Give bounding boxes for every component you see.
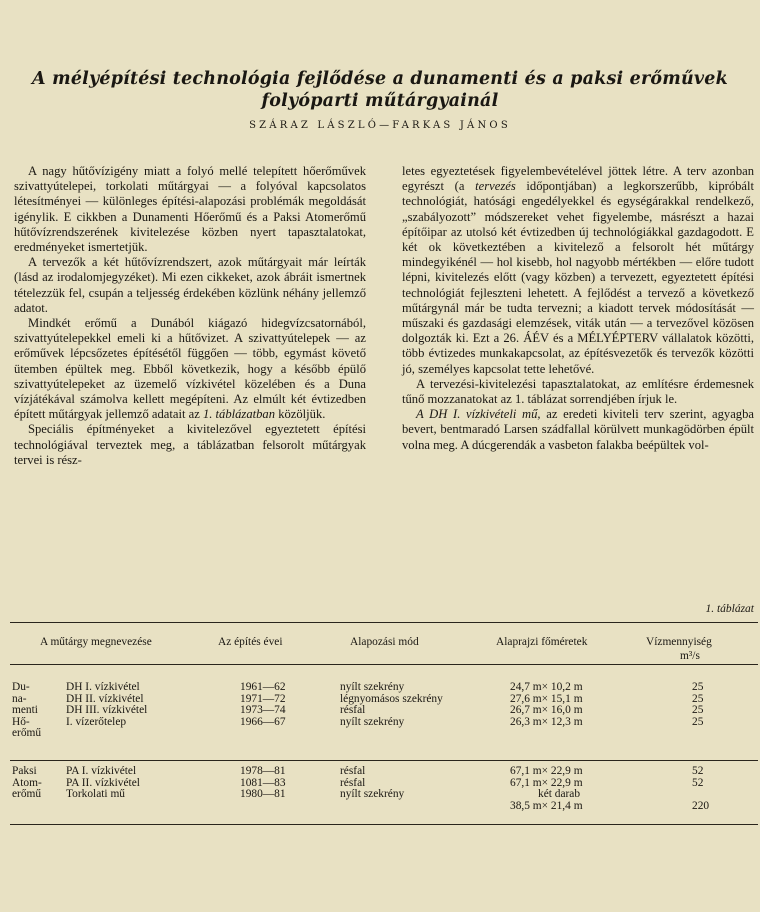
header-name: A műtárgy megnevezése — [40, 636, 152, 648]
table-cell-dimensions: 27,6 m× 15,1 m — [510, 692, 583, 705]
title-line-2: folyóparti műtárgyainál — [261, 91, 499, 111]
table-cell-dimensions: 67,1 m× 22,9 m — [510, 765, 583, 777]
table-cell-water: 52 — [692, 765, 704, 777]
table-cell-dimensions: 38,5 m× 21,4 m — [510, 799, 583, 812]
table-cell-water: 220 — [692, 799, 710, 812]
table-reference: 1. táblázatban — [202, 407, 276, 422]
header-foundation: Alapozási mód — [350, 636, 419, 648]
table-cell-foundation: résfal — [340, 765, 366, 777]
table-cell-name: DH III. vízkivétel — [66, 704, 148, 717]
paragraph — [402, 164, 754, 377]
table-cell-name: PA I. vízkivétel — [66, 765, 137, 777]
table-cell-foundation: résfal — [340, 704, 366, 717]
table-cell-name: I. vízerőtelep — [66, 715, 127, 728]
plant-label: Paksi Atom- erőmű — [12, 765, 42, 801]
italic-heading: A DH I. vízkivételi mű, — [416, 407, 541, 422]
table-cell-years: 1966—67 — [240, 715, 286, 728]
table-cell-foundation: nyílt szekrény — [340, 788, 405, 801]
paragraph-text: Mindkét erőmű a Dunából kiágazó hidegvízcsatornából, szivattyútelepekkel emeli ki a hűtővizet. A szivattyútelepek — az erőművek lépcsőzetes építésétől függően — több, egymást követő ütemben épültek meg. Ebből következik, hogy a később épülő szivattyútelepeket az üzemelő vízkivétel közelében és a Duna vízjátékával számolva kellett megépíteni. Az elmúlt két évtizedben épített műtárgyak jellemző adatait az — [14, 316, 366, 422]
plant-label: Du- na- menti Hő- erőmű — [12, 681, 42, 740]
table-cell-years: 1081—83 — [240, 776, 286, 789]
paragraph-text: az eredeti kiviteli terv szerint, agyagba bevert, bentmaradó Larsen szádfallal körülvett munkagödörben épült volna meg. A dúcgerendák a vasbeton falakba beépültek vol- — [402, 407, 754, 452]
paragraph: A tervezési-kivitelezési tapasztalatokat, az említésre érdemesnek tűnő mozzanatokat az 1. táblázat sorrendjében írjuk le. — [402, 376, 754, 407]
table-cell-dimensions: 26,7 m× 16,0 m — [510, 704, 583, 717]
italic-word: tervezés — [475, 179, 516, 194]
table-cell-years: 1973—74 — [240, 704, 286, 717]
paragraph-text: letes egyeztetések figyelembevételével jöttek létre. A terv azonban egyrészt (a — [402, 164, 754, 194]
table-cell-years: 1961—62 — [240, 681, 286, 693]
table-cell-dimensions: 24,7 m× 10,2 m — [510, 681, 583, 693]
table-cell-water: 25 — [692, 704, 704, 717]
right-column — [402, 164, 754, 453]
table-cell-water: 25 — [692, 692, 704, 705]
table-cell-foundation: nyílt szekrény — [340, 715, 405, 728]
table-bottom-rule — [10, 824, 758, 825]
paragraph — [14, 316, 366, 422]
left-column — [14, 164, 366, 468]
authors-line: SZÁRAZ LÁSZLÓ—FARKAS JÁNOS — [249, 120, 511, 131]
table-cell-name: DH II. vízkivétel — [66, 692, 144, 705]
table-cell-foundation: nyílt szekrény — [340, 681, 405, 693]
table-cell-name: PA II. vízkivétel — [66, 776, 140, 789]
table-cell-years: 1971—72 — [240, 692, 286, 705]
table-cell-foundation: résfal — [340, 776, 366, 789]
table-cell-water: 25 — [692, 715, 704, 728]
table-cell-name: DH I. vízkivétel — [66, 681, 140, 693]
paragraph-text: időpontjában) a legkorszerűbb, kipróbált technológiát, hatósági engedélyekkel és egységárakkal rendelkező, „szabályozott” módszereket vehet figyelembe, másrészt a hazai építőipar az utolsó két évtizedben új technológiákkal gazdagodott. E két ok következtében a kivitelező a felsorolt hét műtárgy mindegyikénél — hol kisebb, hol nagyobb mértékben — előre tudott lépni, kivitelezés előtt (vagy közben) a tervezett, egyeztetett építési technológiát fejleszteni lehetett. A fejlődést a tervező a következő műtárgynál már be tudta tervezni; a kiadott tervek módosítását — műszaki és gazdasági elemzések, viták után — a tervezővel közösen dolgozták ki. Ezt a 26. ÁÉV és a MÉLYÉPTERV vállalatok közötti, több évtizedes munkakapcsolat, az építésvezetők és tervezők közötti jó, személyes kapcsolat tette lehetővé. — [402, 179, 755, 376]
paragraph: A tervezők a két hűtővízrendszert, azok műtárgyait már leírták (lásd az irodalomjegyzéket). Mi ezen cikkeket, azok ábráit ismertnek tételezzük fel, csupán a teljesség érdekében közlünk néhány jellemző adatot. — [14, 255, 366, 315]
paragraph-end: közöljük. — [278, 407, 326, 422]
table-header-rule — [10, 664, 758, 665]
table-cell-dimensions: két darab — [538, 788, 581, 801]
table-cell-name: Torkolati mű — [66, 788, 125, 801]
table-cell-water: 25 — [692, 681, 704, 693]
article-title — [20, 68, 740, 112]
table-top-rule — [10, 622, 758, 623]
paragraph — [402, 407, 754, 453]
table-group-rule — [10, 760, 758, 761]
header-water-unit: m³/s — [680, 650, 700, 662]
paragraph: A nagy hűtővízigény miatt a folyó mellé telepített hőerőművek szivattyútelepei, torkolati műtárgyai — a folyóval kapcsolatos létesítményei — különleges építési-alapozási problémák megoldását igénylik. E cikkben a Dunamenti Hőerőmű és a Paksi Atomerőmű hűtővízrendszerének kivitelezése közben nyert tapasztalatokat, eredményeket ismertetjük. — [14, 164, 366, 255]
table-cell-years: 1978—81 — [240, 765, 286, 777]
table-cell-dimensions: 26,3 m× 12,3 m — [510, 715, 583, 728]
table-caption: 1. táblázat — [705, 603, 754, 615]
header-dimensions: Alaprajzi főméretek — [496, 636, 588, 648]
table-cell-years: 1980—81 — [240, 788, 286, 801]
header-years: Az építés évei — [218, 636, 283, 648]
table-cell-dimensions: 67,1 m× 22,9 m — [510, 776, 583, 789]
header-water: Vízmennyiség — [646, 636, 712, 648]
title-line-1: A mélyépítési technológia fejlődése a dunamenti és a paksi erőművek — [32, 69, 728, 89]
table-cell-water: 52 — [692, 776, 704, 789]
paragraph: Speciális építményeket a kivitelezővel egyeztetett építési technológiával terveztek meg, a táblázatban felsorolt műtárgyak tervei is rész- — [14, 422, 366, 467]
table-cell-foundation: légnyomásos szekrény — [340, 692, 443, 705]
